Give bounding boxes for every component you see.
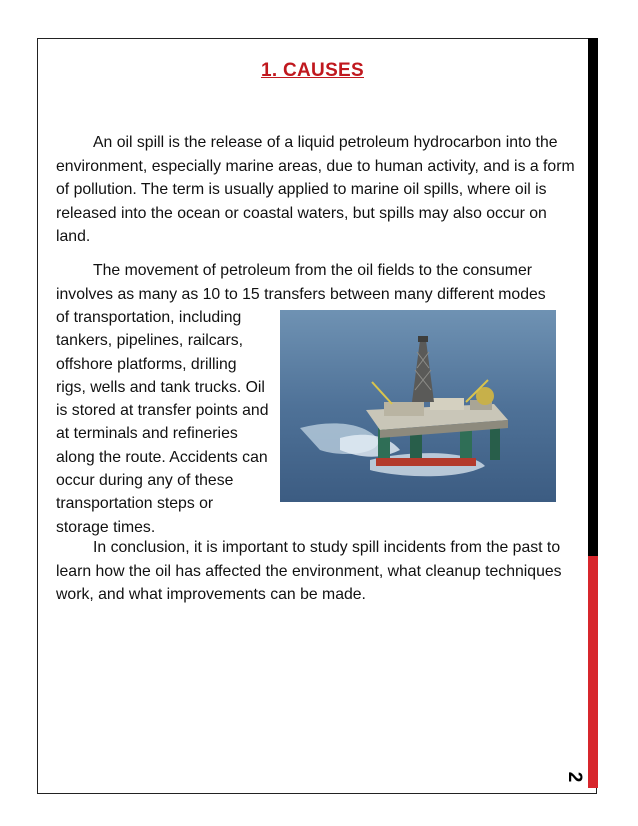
page-title: 1. CAUSES [260, 60, 364, 81]
side-bar-red [588, 556, 598, 788]
paragraph-conclusion: In conclusion, it is important to study spill incidents from the past to learn how the oil has affected the environment, what cleanup techniques work, and what improvements can be made. [56, 539, 562, 603]
page-number: 2 [564, 771, 585, 783]
paragraph-definition: An oil spill is the release of a liquid petroleum hydrocarbon into the environment, especially marine areas, due to human activity, and is a form of pollution. The term is usually applied to marine oil spills, where oil is released into the ocean or coastal waters, but spills may also occur on land. [56, 134, 575, 245]
oil-platform-photo [280, 310, 556, 502]
paragraph-line-2: involves as many as 10 to 15 transfers between many different modes [56, 285, 546, 303]
side-bar-black [588, 38, 598, 556]
paragraph-transport-wrapped: of transportation, including tankers, pipelines, railcars, offshore platforms, drilling rigs, wells and tank trucks. Oil is stored at transfer points and at terminals and refineries along the route. Accidents can occur during any of these transportation steps or storage times. [56, 309, 269, 536]
paragraph-line-1: The movement of petroleum from the oil fields to the consumer [93, 262, 533, 279]
paragraph-transport-intro [56, 259, 578, 306]
